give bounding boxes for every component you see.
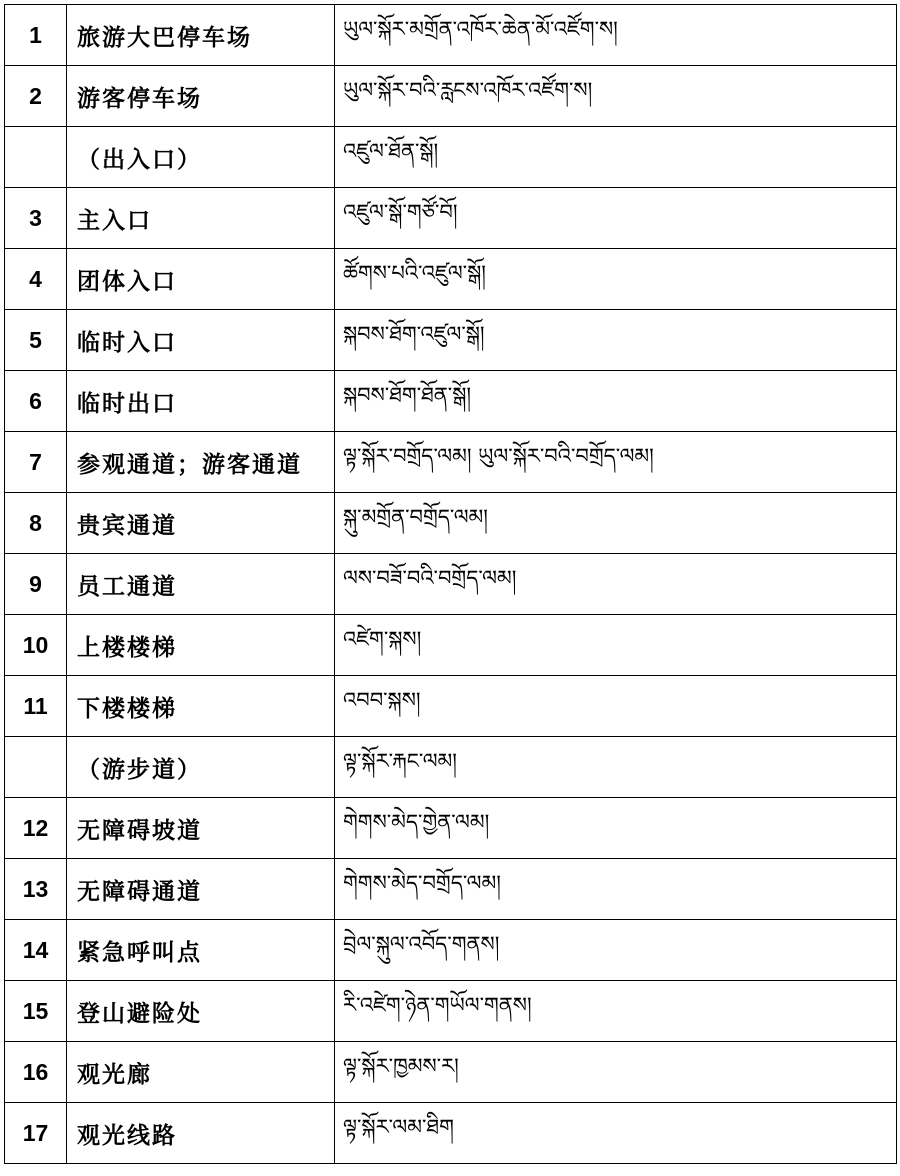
table-row [5,1103,897,1164]
row-number: 15 [5,981,67,1042]
row-number: 10 [5,615,67,676]
row-number: 2 [5,66,67,127]
chinese-term: 贵宾通道 [67,493,335,554]
chinese-term: 观光廊 [67,1042,335,1103]
glossary-table [4,4,897,1164]
tibetan-term: གེགས་མེད་གྱེན་ལམ། [335,798,897,859]
table-row [5,798,897,859]
tibetan-term: འཛུལ་ཐོན་སྒོ། [335,127,897,188]
tibetan-term: གེགས་མེད་བགྲོད་ལམ། [335,859,897,920]
table-row [5,981,897,1042]
chinese-term: 团体入口 [67,249,335,310]
table-row [5,554,897,615]
table-row [5,493,897,554]
chinese-term: 临时出口 [67,371,335,432]
row-number [5,737,67,798]
tibetan-term: སྐབས་ཐོག་འཛུལ་སྒོ། [335,310,897,371]
row-number: 11 [5,676,67,737]
tibetan-term: སྐབས་ཐོག་ཐོན་སྒོ། [335,371,897,432]
chinese-term: 上楼楼梯 [67,615,335,676]
row-number [5,127,67,188]
tibetan-term: སྐུ་མགྲོན་བགྲོད་ལམ། [335,493,897,554]
row-number: 13 [5,859,67,920]
chinese-term: 观光线路 [67,1103,335,1164]
table-row [5,310,897,371]
row-number: 3 [5,188,67,249]
tibetan-term: འབབ་སྐས། [335,676,897,737]
table-row [5,1042,897,1103]
tibetan-term: བྲེལ་སྐུལ་འབོད་གནས། [335,920,897,981]
row-number: 4 [5,249,67,310]
table-row [5,5,897,66]
chinese-term: 员工通道 [67,554,335,615]
tibetan-term: ལས་བཟོ་བའི་བགྲོད་ལམ། [335,554,897,615]
table-row [5,188,897,249]
table-row [5,432,897,493]
tibetan-term: འཛེག་སྐས། [335,615,897,676]
tibetan-term: ལྟ་སྐོར་བགྲོད་ལམ། ཡུལ་སྐོར་བའི་བགྲོད་ལམ། [335,432,897,493]
table-row [5,249,897,310]
tibetan-term: ཡུལ་སྐོར་མགྲོན་འཁོར་ཆེན་མོ་འཛོག་ས། [335,5,897,66]
tibetan-term: ལྟ་སྐོར་རྐང་ལམ། [335,737,897,798]
row-number: 6 [5,371,67,432]
glossary-table-body [5,5,897,1164]
table-row [5,615,897,676]
chinese-term: 下楼楼梯 [67,676,335,737]
chinese-term: 临时入口 [67,310,335,371]
chinese-term: （游步道） [67,737,335,798]
tibetan-term: ཚོགས་པའི་འཛུལ་སྒོ། [335,249,897,310]
chinese-term: 无障碍坡道 [67,798,335,859]
tibetan-term: ལྟ་སྐོར་ཁྱམས་ར། [335,1042,897,1103]
chinese-term: 紧急呼叫点 [67,920,335,981]
tibetan-term: ཡུལ་སྐོར་བའི་རླངས་འཁོར་འཛོག་ས། [335,66,897,127]
table-row [5,66,897,127]
tibetan-term: འཛུལ་སྒོ་གཙོ་བོ། [335,188,897,249]
row-number: 7 [5,432,67,493]
chinese-term: 旅游大巴停车场 [67,5,335,66]
row-number: 14 [5,920,67,981]
tibetan-term: ལྟ་སྐོར་ལམ་ཐིག [335,1103,897,1164]
row-number: 1 [5,5,67,66]
table-row [5,371,897,432]
table-row [5,127,897,188]
table-row [5,676,897,737]
row-number: 12 [5,798,67,859]
row-number: 5 [5,310,67,371]
chinese-term: （出入口） [67,127,335,188]
chinese-term: 游客停车场 [67,66,335,127]
row-number: 17 [5,1103,67,1164]
chinese-term: 登山避险处 [67,981,335,1042]
tibetan-term: རི་འཛེག་ཉེན་གཡོལ་གནས། [335,981,897,1042]
row-number: 16 [5,1042,67,1103]
row-number: 8 [5,493,67,554]
chinese-term: 参观通道；游客通道 [67,432,335,493]
row-number: 9 [5,554,67,615]
table-row [5,859,897,920]
chinese-term: 主入口 [67,188,335,249]
chinese-term: 无障碍通道 [67,859,335,920]
table-row [5,920,897,981]
table-row [5,737,897,798]
